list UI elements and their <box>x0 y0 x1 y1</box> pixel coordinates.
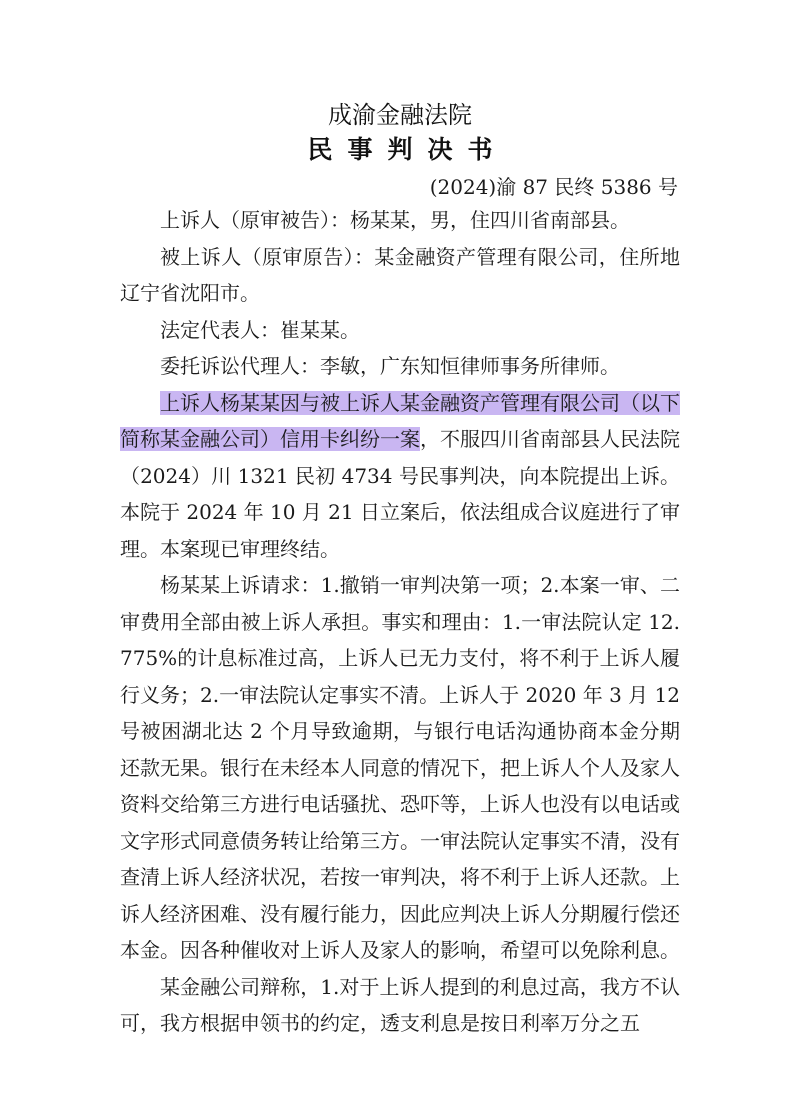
highlighted-text: 上诉人杨某某因与被上诉人某金融资产管理有限公司（以下简称某金融公司）信用卡纠纷一案 <box>120 390 680 451</box>
paragraph-legal-representative: 法定代表人：崔某某。 <box>160 317 360 342</box>
paragraph-case-intro-rest: ，不服四川省南部县人民法院（2024）川 1321 民初 4734 号民事判决，向本院提出上诉。本院于 2024 年 10 月 21 日立案后，依法组成合议庭进行了审理。本案现已审理终结。 <box>120 427 680 561</box>
paragraph-appellant: 上诉人（原审被告）：杨某某，男，住四川省南部县。 <box>160 208 630 232</box>
paragraph-agent: 委托诉讼代理人：李敏，广东知恒律师事务所律师。 <box>160 354 620 378</box>
paragraph-case-intro <box>120 385 680 568</box>
paragraph-defense: 某金融公司辩称，1.对于上诉人提到的利息过高，我方不认可，我方根据申领书的约定，透支利息是按日利率万分之五 <box>120 974 680 1035</box>
paragraph-appellee: 被上诉人（原审原告）：某金融资产管理有限公司，住所地辽宁省沈阳市。 <box>120 244 680 305</box>
case-number: (2024)渝 87 民终 5386 号 <box>429 175 678 199</box>
judgment-body <box>120 202 680 1042</box>
document-type-title: 民事判决书 <box>307 135 508 164</box>
court-name: 成渝金融法院 <box>328 101 472 129</box>
paragraph-appeal-request: 杨某某上诉请求：1.撤销一审判决第一项；2.本案一审、二审费用全部由被上诉人承担。事实和理由：1.一审法院认定 12.775%的计息标准过高，上诉人已无力支付，将不利于上诉人履行义务；2.一审法院认定事实不清。上诉人于 2020 年 3 月 12 号被困湖北达 2 个月导致逾期，与银行电话沟通协商本金分期还款无果。银行在未经本人同意的情况下，把上诉人个人及家人资料交给第三方进行电话骚扰、恐吓等，上诉人也没有以电话或文字形式同意债务转让给第三方。一审法院认定事实不清，没有查清上诉人经济状况，若按一审判决，将不利于上诉人还款。上诉人经济困难、没有履行能力，因此应判决上诉人分期履行偿还本金。因各种催收对上诉人及家人的影响，希望可以免除利息。 <box>120 573 680 962</box>
